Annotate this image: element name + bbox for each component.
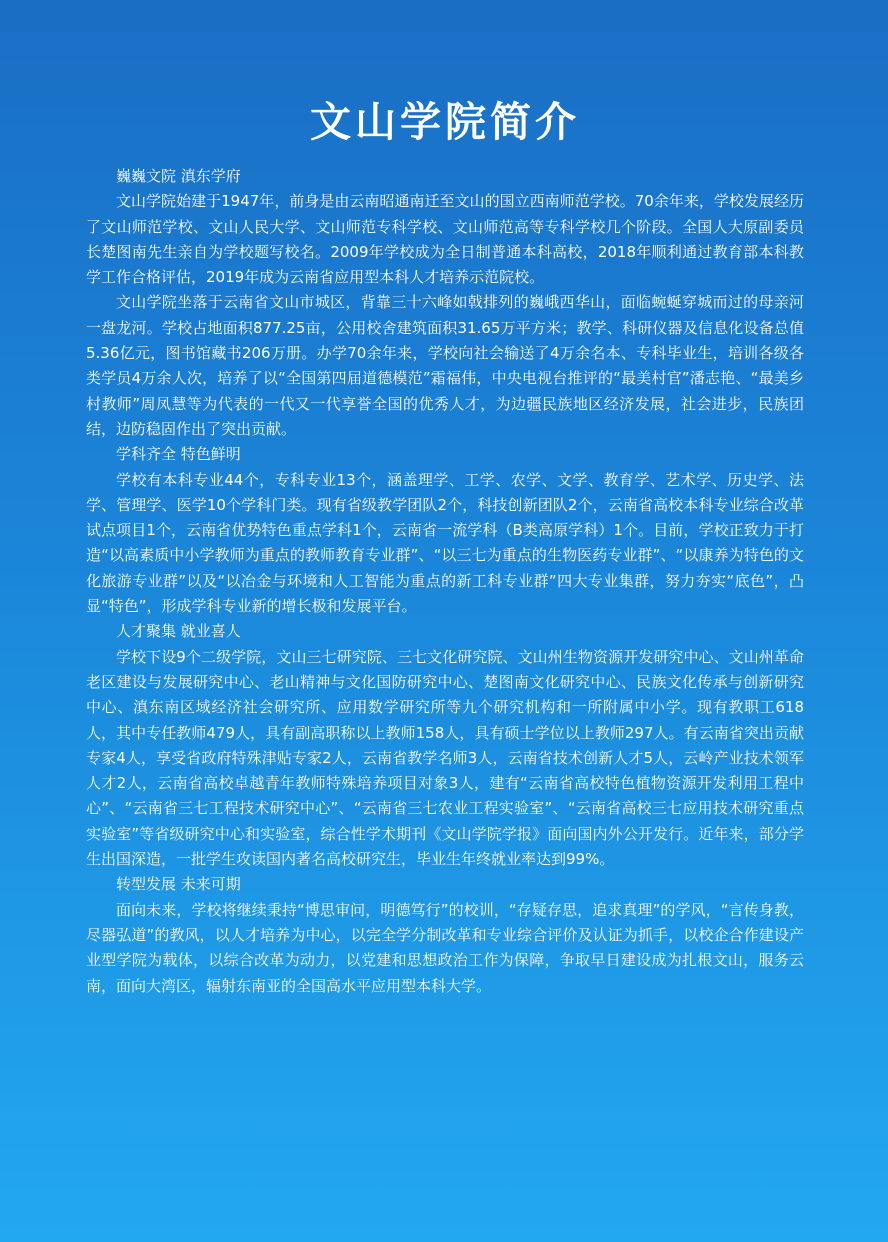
paragraph-disciplines: 学校有本科专业44个，专科专业13个，涵盖理学、工学、农学、文学、教育学、艺术学、历史学、法学、管理学、医学10个学科门类。现有省级教学团队2个，科技创新团队2个，云南省高校本科专业综合改革试点项目1个，云南省优势特色重点学科1个，云南省一流学科（B类高原学科）1个。目前，学校正致力于打造“以高素质中小学教师为重点的教师教育专业群”、“以三七为重点的生物医药专业群”、“以康养为特色的文化旅游专业群”以及“以冶金与环境和人工智能为重点的新工科专业群”四大专业集群，努力夯实“底色”，凸显“特色”，形成学科专业新的增长极和发展平台。 [86, 470, 804, 616]
section-heading-future: 转型发展 未来可期 [116, 875, 241, 894]
section-heading-disciplines: 学科齐全 特色鲜明 [116, 445, 241, 464]
section-heading-talent: 人才聚集 就业喜人 [116, 622, 241, 641]
paragraph-future: 面向未来，学校将继续秉持“博思审问，明德笃行”的校训，“存疑存思，追求真理”的学风，“言传身教，尽器弘道”的教风，以人才培养为中心，以完全学分制改革和专业综合评价及认证为抓手，以校企合作建设产业型学院为载体，以综合改革为动力，以党建和思想政治工作为保障，争取早日建设成为扎根文山，服务云南，面向大湾区，辐射东南亚的全国高水平应用型本科大学。 [86, 900, 804, 995]
intro-content [86, 164, 804, 999]
paragraph-campus: 文山学院坐落于云南省文山市城区，背靠三十六峰如戟排列的巍峨西华山，面临蜿蜒穿城而过的母亲河一盘龙河。学校占地面积877.25亩，公用校舍建筑面积31.65万平方米；教学、科研仪器及信息化设备总值5.36亿元，图书馆藏书206万册。办学70余年来，学校向社会输送了4万余名本、专科毕业生，培训各级各类学员4万余人次，培养了以“全国第四届道德模范”霜福伟，中央电视台推评的“最美村官”潘志艳、“最美乡村教师”周凤慧等为代表的一代又一代享誉全国的优秀人才，为边疆民族地区经济发展，社会进步，民族团结，边防稳固作出了突出贡献。 [86, 293, 804, 438]
page-title: 文山学院简介 [310, 98, 580, 146]
paragraph-history: 文山学院始建于1947年，前身是由云南昭通南迁至文山的国立西南师范学校。70余年来，学校发展经历了文山师范学校、文山人民大学、文山师范专科学校、文山师范高等专科学校几个阶段。全国人大原副委员长楚图南先生亲自为学校题写校名。2009年学校成为全日制普通本科高校，2018年顺利通过教育部本科教学工作合格评估，2019年成为云南省应用型本科人才培养示范院校。 [86, 192, 804, 287]
section-heading-history: 巍巍文院 滇东学府 [116, 167, 241, 185]
paragraph-talent: 学校下设9个二级学院，文山三七研究院、三七文化研究院、文山州生物资源开发研究中心、文山州革命老区建设与发展研究中心、老山精神与文化国防研究中心、楚图南文化研究中心、民族文化传承与创新研究中心、滇东南区域经济社会研究所、应用数学研究所等九个研究机构和一所附属中小学。现有教职工618人，其中专任教师479人，具有副高职称以上教师158人，具有硕士学位以上教师297人。有云南省突出贡献专家4人，享受省政府特殊津贴专家2人，云南省教学名师3人，云南省技术创新人才5人，云岭产业技术领军人才2人，云南省高校卓越青年教师特殊培养项目对象3人，建有“云南省高校特色植物资源开发利用工程中心”、“云南省三七工程技术研究中心”、“云南省三七农业工程实验室”、“云南省高校三七应用技术研究重点实验室”等省级研究中心和实验室，综合性学术期刊《文山学院学报》面向国内外公开发行。近年来，部分学生出国深造，一批学生攻读国内著名高校研究生，毕业生年终就业率达到99%。 [86, 647, 804, 869]
